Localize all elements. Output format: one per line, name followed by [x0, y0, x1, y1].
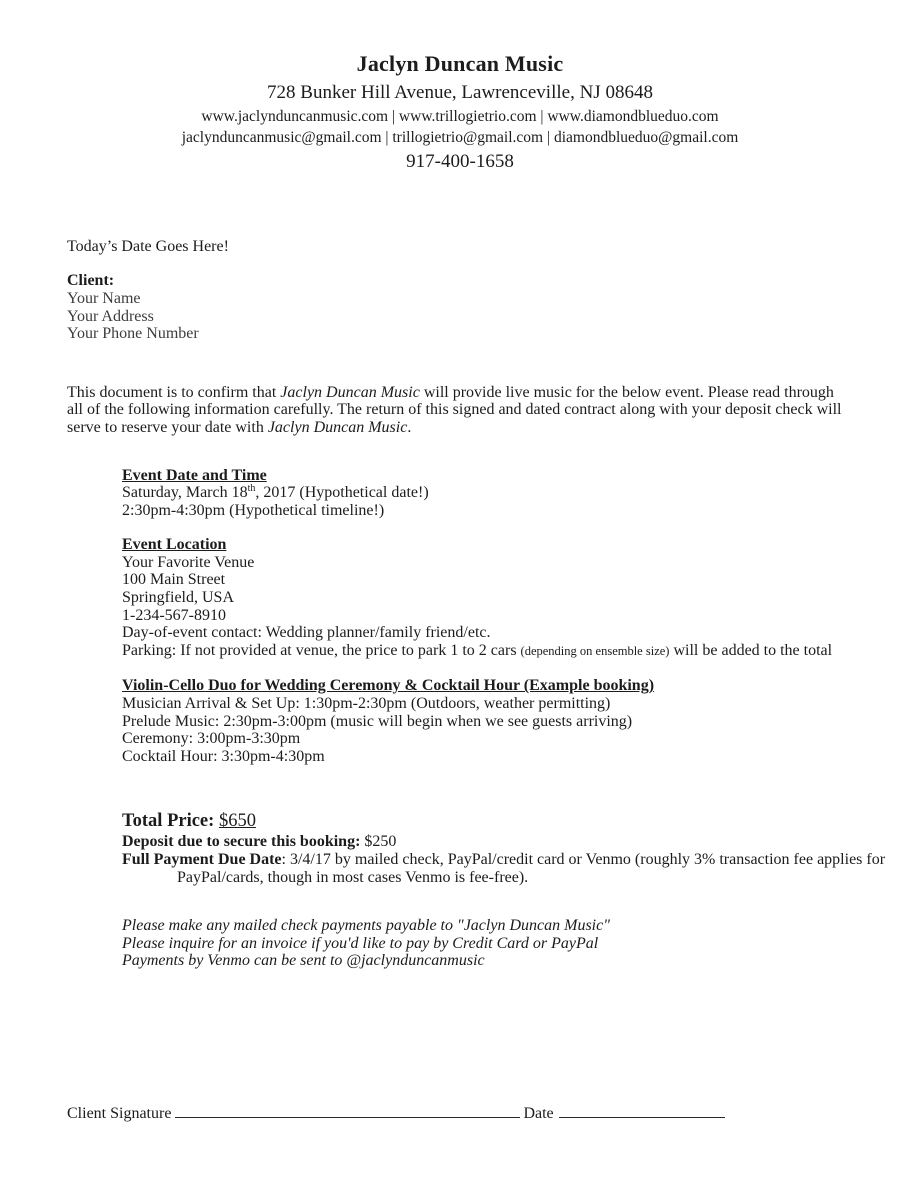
- confirmation-paragraph: [67, 384, 849, 437]
- contract-body: [67, 237, 886, 970]
- note-mailed-check: Please make any mailed check payments payable to "Jaclyn Duncan Music": [122, 917, 610, 935]
- full-payment-label: Full Payment Due Date: [122, 851, 282, 868]
- business-emails: jaclynduncanmusic@gmail.com | trillogietrio@gmail.com | diamondblueduo@gmail.com: [181, 128, 739, 146]
- event-timeline-line: 2:30pm-4:30pm (Hypothetical timeline!): [122, 501, 385, 519]
- event-date-note: , 2017 (Hypothetical date!): [255, 484, 429, 502]
- section-booking: [122, 677, 865, 765]
- signature-row: [67, 1103, 725, 1123]
- confirmation-text-mid: will provide live music for the below event. Please read through all of the following information carefully. The return of this signed and dated contract along with your deposit check will serve to reserve your date with: [67, 383, 842, 436]
- note-venmo: Payments by Venmo can be sent to @jaclynduncanmusic: [122, 952, 485, 970]
- total-price-line: [122, 809, 865, 833]
- client-phone: Your Phone Number: [67, 325, 199, 343]
- booking-ceremony-line: Ceremony: 3:00pm-3:30pm: [122, 730, 301, 748]
- client-label: Client:: [67, 272, 115, 290]
- full-payment-line: [122, 851, 912, 886]
- day-of-event-contact: Day-of-event contact: Wedding planner/family friend/etc.: [122, 624, 491, 642]
- todays-date-line: Today’s Date Goes Here!: [67, 237, 229, 255]
- business-name-italic: Jaclyn Duncan Music: [267, 418, 408, 436]
- parking-text-post: will be added to the total: [669, 641, 833, 659]
- total-price-label: Total Price:: [122, 811, 219, 832]
- business-phone: 917-400-1658: [406, 151, 514, 172]
- client-signature-label: Client Signature: [67, 1105, 172, 1122]
- booking-cocktail-line: Cocktail Hour: 3:30pm-4:30pm: [122, 747, 325, 765]
- venue-city: Springfield, USA: [122, 589, 234, 607]
- confirmation-text-end: .: [407, 418, 412, 436]
- section-event-date-time: [122, 467, 865, 520]
- deposit-label: Deposit due to secure this booking:: [122, 833, 361, 851]
- business-name: Jaclyn Duncan Music: [356, 51, 564, 76]
- event-date-line: [122, 484, 865, 502]
- date-label: Date: [523, 1105, 554, 1122]
- client-signature-blank: [175, 1103, 520, 1118]
- client-block: [67, 272, 865, 342]
- section-pricing: [122, 809, 886, 886]
- booking-heading: Violin-Cello Duo for Wedding Ceremony & Cocktail Hour (Example booking): [122, 677, 655, 695]
- section-event-location: [122, 536, 865, 660]
- event-date-time-heading: Event Date and Time: [122, 466, 267, 484]
- client-name: Your Name: [67, 289, 141, 307]
- parking-line: [122, 642, 865, 661]
- total-price-value: $650: [218, 811, 256, 832]
- client-address: Your Address: [67, 307, 154, 325]
- venue-name: Your Favorite Venue: [122, 553, 255, 571]
- date-blank: [559, 1103, 725, 1118]
- booking-arrival-line: Musician Arrival & Set Up: 1:30pm-2:30pm (Outdoors, weather permitting): [122, 695, 611, 713]
- event-location-heading: Event Location: [122, 536, 227, 554]
- full-payment-text: : 3/4/17 by mailed check, PayPal/credit card or Venmo (roughly 3% transaction fee applies for PayPal/cards, though in most cases Venmo is fee-free).: [177, 851, 886, 886]
- payment-notes: [122, 917, 865, 970]
- event-date-text: Saturday, March 18: [122, 484, 248, 502]
- date-ordinal-superscript: th: [247, 483, 256, 495]
- deposit-value: $250: [364, 833, 397, 851]
- business-address: 728 Bunker Hill Avenue, Lawrenceville, NJ 08648: [267, 81, 653, 103]
- booking-prelude-line: Prelude Music: 2:30pm-3:00pm (music will begin when we see guests arriving): [122, 712, 633, 730]
- venue-street: 100 Main Street: [122, 571, 226, 589]
- confirmation-text-pre: This document is to confirm that: [67, 383, 281, 401]
- deposit-line: [122, 833, 865, 851]
- business-name-italic: Jaclyn Duncan Music: [280, 383, 420, 401]
- note-invoice: Please inquire for an invoice if you'd like to pay by Credit Card or PayPal: [122, 934, 599, 952]
- venue-phone: 1-234-567-8910: [122, 606, 226, 624]
- parking-text-pre: Parking: If not provided at venue, the price to park 1 to 2 cars: [122, 641, 521, 659]
- business-websites: www.jaclynduncanmusic.com | www.trillogietrio.com | www.diamondblueduo.com: [201, 108, 719, 126]
- letterhead: [0, 0, 920, 174]
- parking-ensemble-note: (depending on ensemble size): [520, 643, 670, 658]
